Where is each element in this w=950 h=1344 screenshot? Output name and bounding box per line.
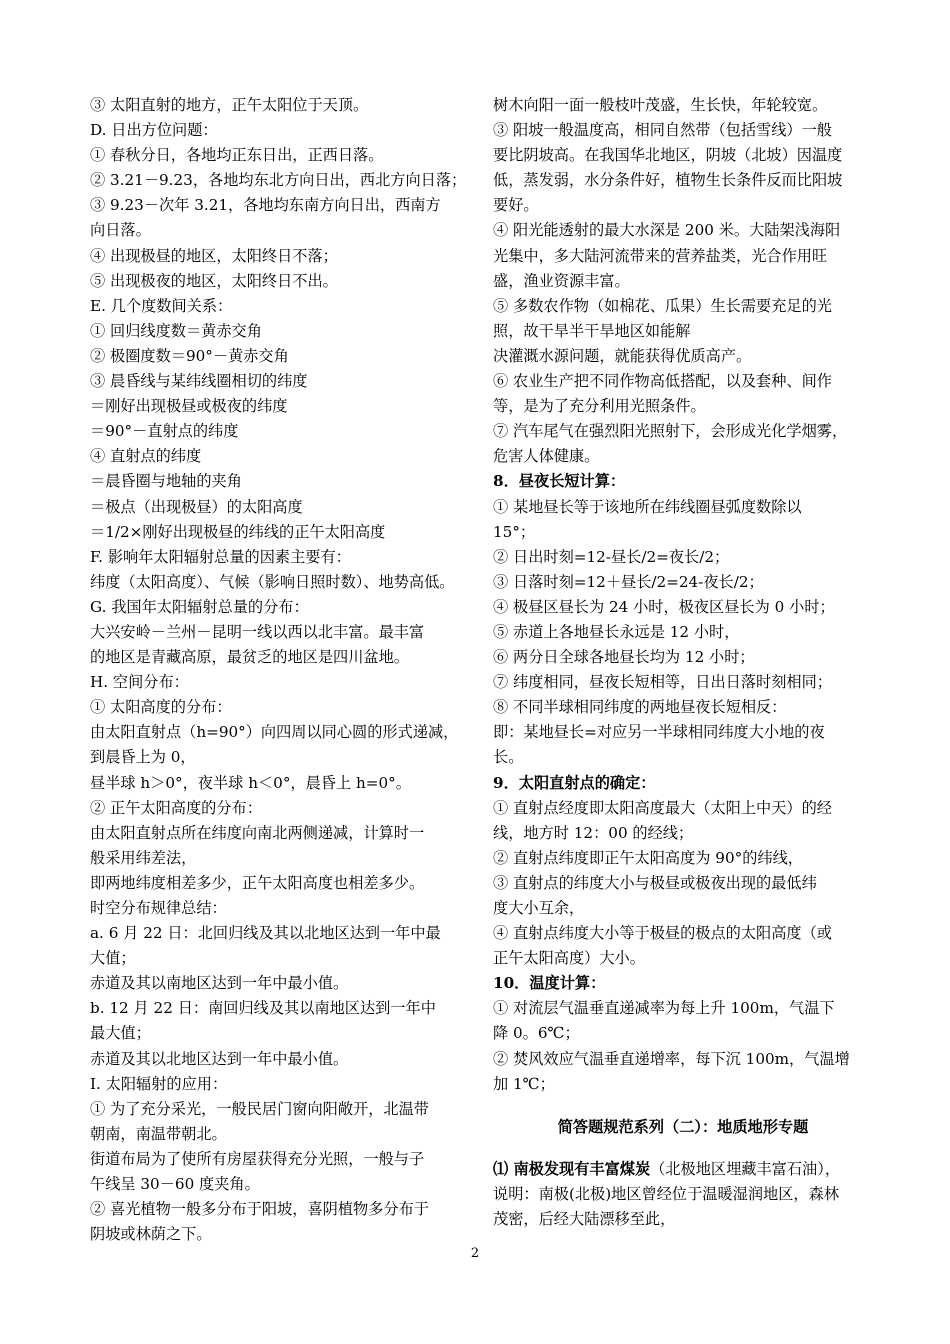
text-line: ③ 日落时刻=12＋昼长/2=24-夜长/2；: [493, 572, 764, 591]
text-line: I. 太阳辐射的应用：: [90, 1074, 228, 1093]
antarctic-coal-rest: （北极地区埋藏丰富石油），: [650, 1159, 841, 1178]
text-line: ② 3.21－9.23，各地均东北方向日出，西北方向日落；: [90, 171, 467, 190]
text-line: 昼半球 h＞0°，夜半球 h＜0°，晨昏上 h=0°。: [90, 773, 411, 792]
text-line: 要好。: [493, 196, 539, 215]
text-line: 说明：南极(北极)地区曾经位于温暖湿润地区，森林: [493, 1184, 839, 1203]
text-line: ＝1/2×刚好出现极昼的纬线的正午太阳高度: [90, 522, 386, 541]
text-line: 即两地纬度相差多少，正午太阳高度也相差多少。: [90, 873, 425, 892]
text-line: 度大小互余，: [493, 899, 585, 917]
text-line: 的地区是青藏高原，最贫乏的地区是四川盆地。: [90, 648, 409, 667]
text-line: 要比阴坡高。在我国华北地区，阴坡（北坡）因温度: [493, 146, 843, 165]
text-line: ＝极点（出现极昼）的太阳高度: [90, 497, 303, 516]
text-line: 赤道及其以北地区达到一年中最小值。: [90, 1049, 349, 1068]
text-line: ② 正午太阳高度的分布：: [90, 798, 262, 817]
antarctic-coal-line: [493, 1157, 865, 1182]
text-line: 朝南，南温带朝北。: [90, 1124, 227, 1143]
text-line: 树木向阳一面一般枝叶茂盛，生长快，年轮较宽。: [493, 96, 828, 114]
section-title: 简答题规范系列（二）：地质地形专题: [557, 1117, 809, 1136]
text-line: ③ 阳坡一般温度高，相同自然带（包括雪线）一般: [493, 121, 832, 140]
text-line: ⑤ 多数农作物（如棉花、瓜果）生长需要充足的光: [493, 296, 832, 315]
text-line: 到晨昏上为 0，: [90, 748, 196, 767]
antarctic-coal-bold: ⑴ 南极发现有丰富煤炭: [493, 1159, 651, 1178]
text-line: 光集中，多大陆河流带来的营养盐类，光合作用旺: [493, 246, 828, 265]
text-line: ⑦ 汽车尾气在强烈阳光照射下，会形成光化学烟雾，: [493, 422, 848, 441]
text-line: 加 1℃；: [493, 1074, 555, 1093]
text-line: ② 直射点纬度即正午太阳高度为 90°的纬线，: [493, 848, 803, 867]
text-line: b. 12 月 22 日：南回归线及其以南地区达到一年中: [90, 999, 436, 1018]
text-line: 由太阳直射点（h=90°）向四周以同心圆的形式递减，: [90, 723, 459, 742]
text-line: 15°；: [493, 522, 536, 541]
text-line: ⑦ 纬度相同，昼夜长短相等，日出日落时刻相同；: [493, 673, 832, 692]
text-line: ② 焚风效应气温垂直递增率，每下沉 100m，气温增: [493, 1049, 850, 1068]
text-line: ③ 9.23－次年 3.21，各地均东南方向日出，西南方: [90, 196, 441, 215]
text-line: 等，是为了充分利用光照条件。: [493, 397, 706, 416]
text-line: 即：某地昼长=对应另一半球相同纬度大小地的夜: [493, 723, 825, 742]
text-line: 最大值；: [90, 1024, 151, 1043]
text-line: 危害人体健康。: [493, 447, 600, 466]
text-line: 般采用纬差法，: [90, 848, 197, 867]
text-line: ① 春秋分日，各地均正东日出，正西日落。: [90, 146, 384, 165]
text-line: 大兴安岭－兰州－昆明一线以西以北丰富。最丰富: [90, 622, 425, 641]
text-line: ① 某地昼长等于该地所在纬线圈昼弧度数除以: [493, 497, 802, 516]
text-line: ④ 极昼区昼长为 24 小时，极夜区昼长为 0 小时；: [493, 597, 835, 616]
text-line: ＝刚好出现极昼或极夜的纬度: [90, 397, 288, 416]
text-line: 照，故干旱半干旱地区如能解: [493, 321, 691, 340]
text-line: 低，蒸发弱，水分条件好，植物生长条件反而比阳坡: [493, 171, 843, 190]
text-line: ⑤ 出现极夜的地区，太阳终日不出。: [90, 271, 338, 290]
text-line: ③ 晨昏线与某纬线圈相切的纬度: [90, 372, 308, 391]
text-line: ② 日出时刻=12-昼长/2=夜长/2；: [493, 547, 730, 566]
text-line: F. 影响年太阳辐射总量的因素主要有：: [90, 547, 351, 566]
text-line: H. 空间分布：: [90, 673, 189, 692]
text-line: G. 我国年太阳辐射总量的分布：: [90, 597, 309, 616]
text-line: 线，地方时 12：00 的经线；: [493, 823, 694, 842]
text-line: ⑧ 不同半球相同纬度的两地昼夜长短相反：: [493, 698, 787, 717]
text-line: 午线呈 30－60 度夹角。: [90, 1175, 260, 1194]
text-line: 向日落。: [90, 221, 151, 240]
text-line: ⑤ 赤道上各地昼长永远是 12 小时，: [493, 622, 740, 641]
text-line: 赤道及其以南地区达到一年中最小值。: [90, 974, 349, 993]
text-line: 茂密，后经大陆漂移至此，: [493, 1210, 676, 1229]
text-line: 正午太阳高度）大小。: [493, 949, 645, 968]
text-line: ③ 直射点的纬度大小与极昼或极夜出现的最低纬: [493, 873, 817, 892]
text-line: ⑥ 两分日全球各地昼长均为 12 小时；: [493, 648, 755, 667]
text-line: 盛，渔业资源丰富。: [493, 271, 630, 290]
text-line: 长。: [493, 748, 524, 767]
text-line: 阴坡或林荫之下。: [90, 1225, 212, 1244]
left-column: [90, 93, 470, 1247]
text-line: 降 0。6℃；: [493, 1024, 580, 1043]
text-line: ＝晨昏圈与地轴的夹角: [90, 472, 242, 491]
text-line: E. 几个度数间关系：: [90, 296, 233, 315]
text-line: ＝90°－直射点的纬度: [90, 422, 239, 441]
text-line: ① 直射点经度即太阳高度最大（太阳上中天）的经: [493, 798, 832, 817]
text-line: ② 极圈度数＝90°－黄赤交角: [90, 346, 289, 365]
text-line: ① 回归线度数＝黄赤交角: [90, 321, 262, 340]
text-line: ④ 阳光能透射的最大水深是 200 米。大陆架浅海阳: [493, 221, 841, 240]
page-number: 2: [470, 1246, 480, 1261]
text-line: D. 日出方位问题：: [90, 121, 218, 140]
text-line: 决灌溉水源问题，就能获得优质高产。: [493, 346, 752, 365]
text-line: ① 太阳高度的分布：: [90, 698, 232, 717]
text-line: 纬度（太阳高度）、气候（影响日照时数）、地势高低。: [90, 572, 455, 591]
text-line: ② 喜光植物一般多分布于阳坡，喜阴植物多分布于: [90, 1200, 429, 1219]
text-line: 时空分布规律总结：: [90, 899, 227, 917]
text-line: ④ 出现极昼的地区，太阳终日不落；: [90, 246, 338, 265]
text-line: 大值；: [90, 949, 136, 968]
text-line: ③ 太阳直射的地方，正午太阳位于天顶。: [90, 96, 369, 114]
text-line: ⑥ 农业生产把不同作物高低搭配，以及套种、间作: [493, 372, 832, 391]
text-line: a. 6 月 22 日：北回归线及其以北地区达到一年中最: [90, 924, 441, 943]
text-line: 街道布局为了使所有房屋获得充分光照，一般与子: [90, 1149, 425, 1168]
heading-direct-point-determination: 9．太阳直射点的确定：: [493, 773, 656, 792]
text-line: ④ 直射点的纬度: [90, 447, 202, 466]
heading-temperature-calculation: 10．温度计算：: [493, 974, 606, 993]
text-line: ① 为了充分采光，一般民居门窗向阳敞开，北温带: [90, 1099, 429, 1118]
right-column: [493, 93, 865, 1232]
text-line: ① 对流层气温垂直递减率为每上升 100m，气温下: [493, 999, 835, 1018]
text-line: ④ 直射点纬度大小等于极昼的极点的太阳高度（或: [493, 924, 832, 943]
text-line: 由太阳直射点所在纬度向南北两侧递减，计算时一: [90, 823, 425, 842]
heading-day-length-calculation: 8．昼夜长短计算：: [493, 472, 626, 491]
